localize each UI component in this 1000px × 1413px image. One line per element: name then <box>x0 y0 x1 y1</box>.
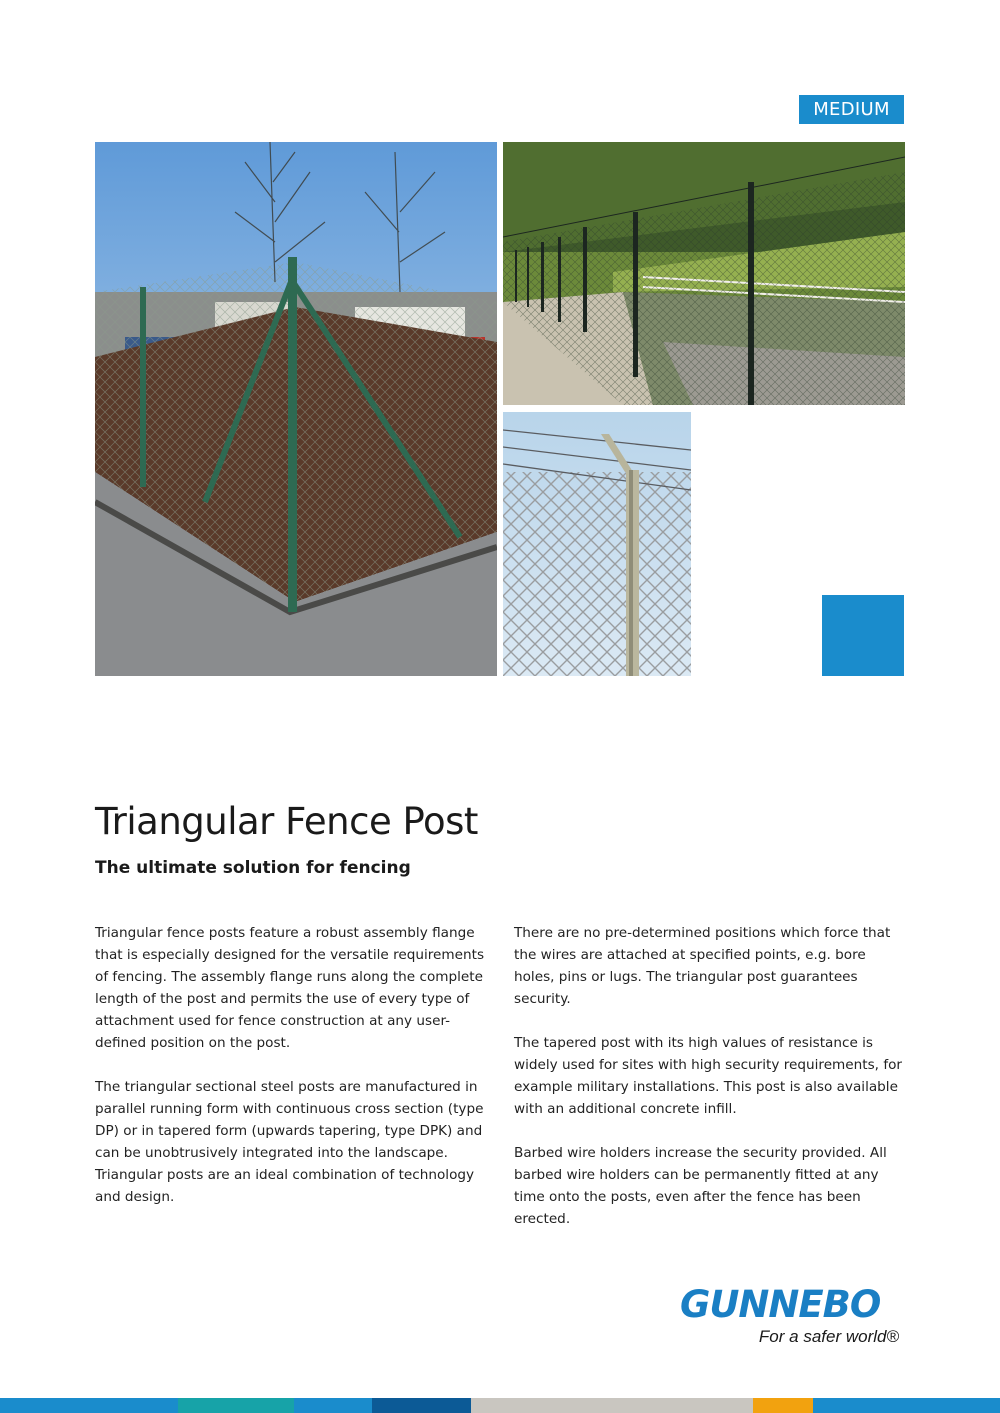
logo-tagline: For a safer world® <box>758 1327 899 1346</box>
category-badge: MEDIUM <box>799 95 904 124</box>
body-column-left <box>95 922 490 1230</box>
body-column-right <box>514 922 909 1252</box>
stripe-segment <box>471 1398 753 1413</box>
barbed-wire-holder-photo <box>503 412 691 676</box>
stripe-segment <box>178 1398 294 1413</box>
stripe-segment <box>753 1398 813 1413</box>
paragraph: Barbed wire holders increase the security provided. All barbed wire holders can be permanently fitted at any time onto the posts, even after the fence has been erected. <box>514 1145 887 1227</box>
logo-wordmark: GUNNEBO <box>680 1283 881 1326</box>
page-title: Triangular Fence Post <box>95 800 478 843</box>
stripe-segment <box>372 1398 471 1413</box>
accent-square <box>822 595 904 676</box>
page-subtitle: The ultimate solution for fencing <box>95 858 411 878</box>
stripe-segment <box>294 1398 372 1413</box>
fence-line-photo <box>503 142 905 405</box>
paragraph: There are no pre-determined positions which force that the wires are attached at specified points, e.g. bore holes, pins or lugs. The triangular post guarantees security. <box>514 925 891 1007</box>
stripe-segment <box>813 1398 1000 1413</box>
stripe-segment <box>0 1398 178 1413</box>
paragraph: Triangular fence posts feature a robust assembly flange that is especially designed for the versatile requirements of fencing. The assembly flange runs along the complete length of the post and permits the use of every type of attachment used for fence construction at any user-defined position on the post. <box>95 925 485 1051</box>
gunnebo-logo <box>680 1283 905 1353</box>
paragraph: The triangular sectional steel posts are manufactured in parallel running form with continuous cross section (type DP) or in tapered form (upwards tapering, type DPK) and can be unobtrusively integrated into the landscape. Triangular posts are an ideal combination of technology and design. <box>95 1079 484 1205</box>
paragraph: The tapered post with its high values of resistance is widely used for sites with high security requirements, for example military installations. This post is also available with an additional concrete infill. <box>514 1035 903 1117</box>
fence-corner-photo <box>95 142 497 676</box>
